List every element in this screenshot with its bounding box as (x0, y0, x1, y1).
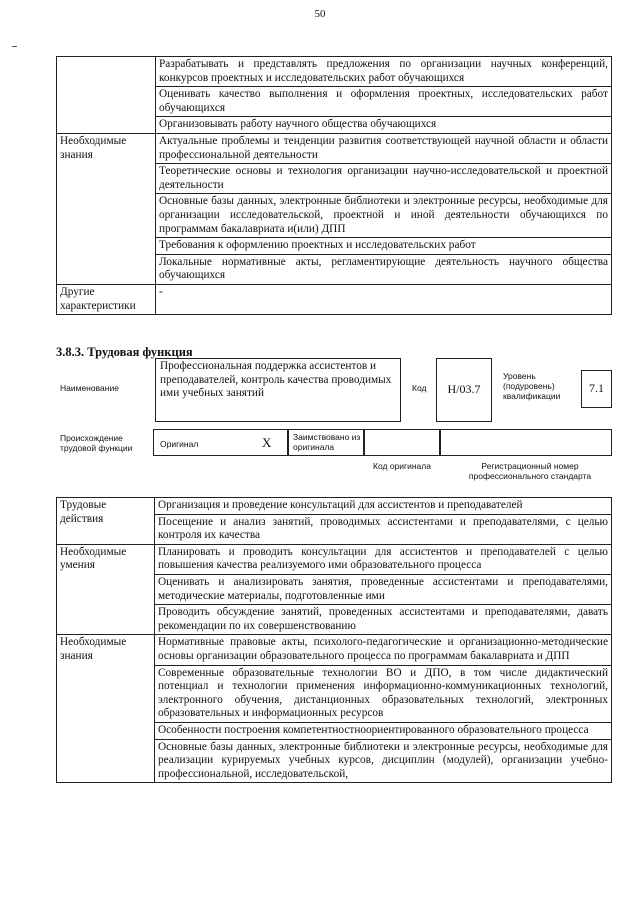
table-cell: Планировать и проводить консультации для ассистентов и преподавателей с целью повышения качества реализуемого ими образовательного процесса (155, 544, 612, 574)
section-title: 3.8.3. Трудовая функция (56, 345, 193, 359)
table-cell: Особенности построения компетентностноориентированного образовательного процесса (155, 722, 612, 739)
table-cell: Актуальные проблемы и тенденции развития соответствующей научной области и области профессиональной деятельности (156, 133, 612, 163)
original-mark: X (262, 435, 272, 450)
row-label: Необходимые знания (57, 133, 156, 284)
table-cell: Современные образовательные технологии ВО и ДПО, в том числе дидактический потенциал и технологии применения информационно-коммуникационных технологий, электронного обучения, дистанционных образовательных технологий, электронных образовательных и информационных ресурсов (155, 665, 612, 722)
level-value: 7.1 (589, 381, 604, 395)
table-cell: Оценивать качество выполнения и оформления проектных, исследовательских работ обучающихся (156, 87, 612, 117)
table-cell: Локальные нормативные акты, регламентирующие деятельность научного общества обучающихся (156, 254, 612, 284)
row-label: Другие характеристики (57, 284, 156, 314)
table-cell: - (156, 284, 612, 314)
table-cell: Проводить обсуждение занятий, проведенных ассистентами и преподавателями, давать рекомендации по их совершенствованию (155, 605, 612, 635)
name-label: Наименование (60, 383, 119, 393)
function-table (56, 497, 612, 783)
margin-mark (12, 46, 17, 47)
row-label: Необходимые умения (57, 544, 155, 635)
origin-label: Происхождение трудовой функции (60, 433, 133, 453)
page-number: 50 (314, 8, 326, 20)
table-cell: Посещение и анализ занятий, проводимых ассистентами и преподавателями, с целью контроля их качества (155, 514, 612, 544)
row-label (57, 57, 156, 134)
table-cell: Основные базы данных, электронные библиотеки и электронные ресурсы, необходимые для организации исследовательской, проектной и иной деятельности обучающихся по программам бакалавриата и(или) ДПП (156, 194, 612, 238)
code-original-caption: Код оригинала (373, 461, 431, 471)
code-label: Код (412, 383, 427, 393)
code-original-box (364, 429, 440, 456)
row-label: Трудовые действия (57, 498, 155, 545)
original-label: Оригинал (160, 439, 199, 449)
row-label: Необходимые знания (57, 635, 155, 783)
reg-number-box (440, 429, 612, 456)
skills-table-continued (56, 56, 612, 315)
table-cell: Организация и проведение консультаций для ассистентов и преподавателей (155, 498, 612, 515)
code-value: H/03.7 (447, 382, 481, 396)
table-cell: Требования к оформлению проектных и исследовательских работ (156, 238, 612, 255)
table-cell: Теоретические основы и технология организации научно-исследовательской и проектной деятельности (156, 164, 612, 194)
table-cell: Нормативные правовые акты, психолого-педагогические и организационно-методические основы организации образовательного процесса по программам бакалавриата и ДПП (155, 635, 612, 665)
table-cell: Основные базы данных, электронные библиотеки и электронные ресурсы, необходимые для реализации курируемых учебных курсов, дисциплин (модулей), организации учебно-профессиональной, исследовательской, (155, 739, 612, 783)
name-value: Профессиональная поддержка ассистентов и преподавателей, контроль качества проводимых ими учебных занятий (160, 360, 392, 400)
reg-number-caption: Регистрационный номер профессионального стандарта (468, 461, 592, 481)
table-cell: Разрабатывать и представлять предложения по организации научных конференций, конкурсов проектных и исследовательских работ обучающихся (156, 57, 612, 87)
table-cell: Организовывать работу научного общества обучающихся (156, 117, 612, 134)
borrowed-label: Заимствовано из оригинала (293, 432, 361, 452)
level-label: Уровень (подуровень) квалификации (503, 371, 561, 401)
table-cell: Оценивать и анализировать занятия, проведенные ассистентами и преподавателями, методические материалы, подготовленные ими (155, 574, 612, 604)
